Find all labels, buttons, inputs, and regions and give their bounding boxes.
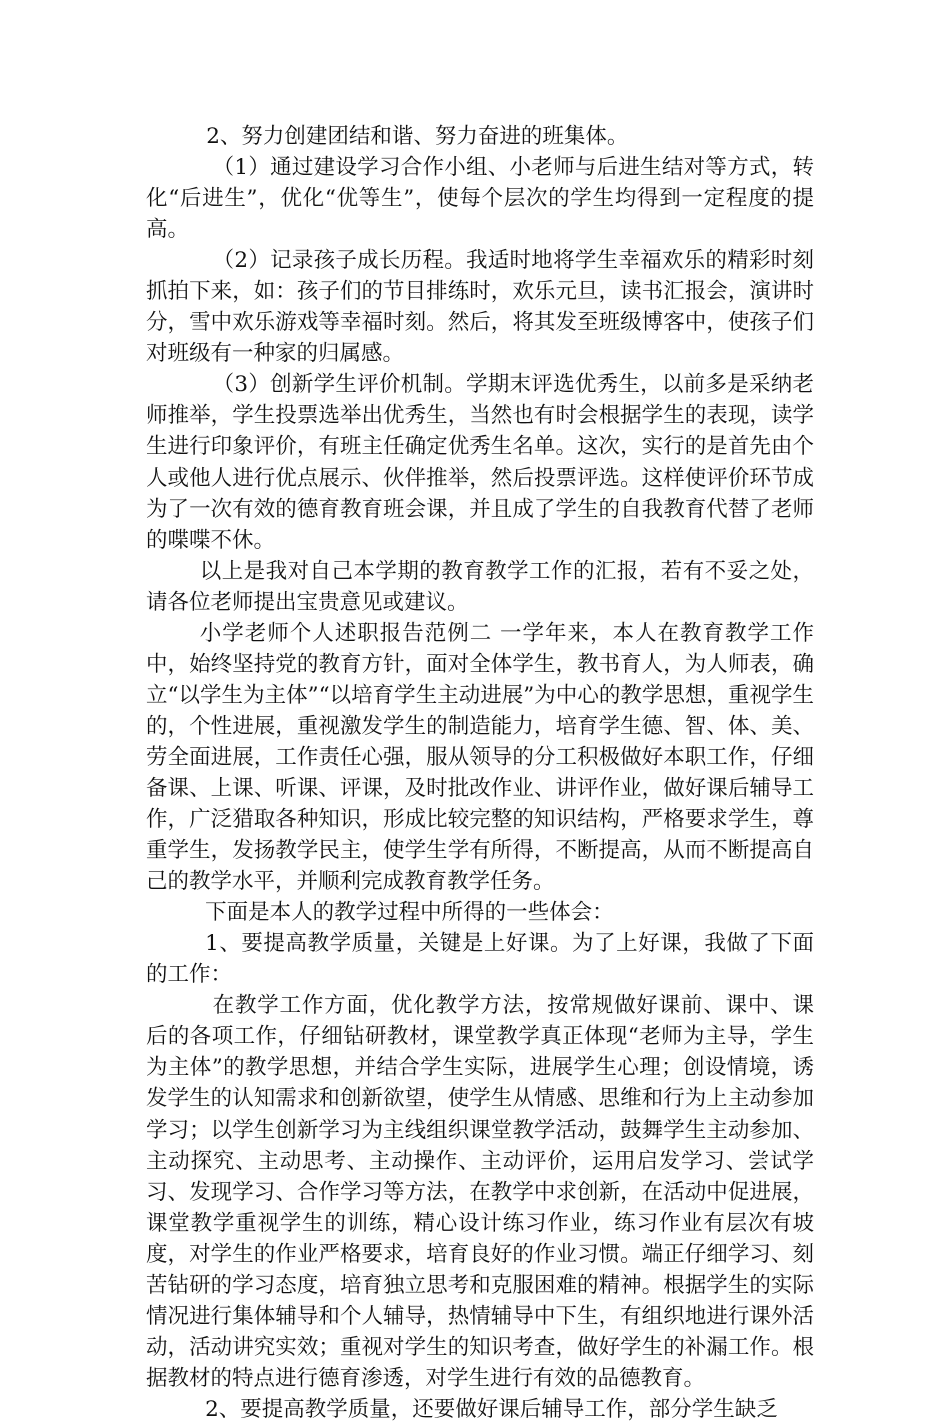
paragraph-point-2: 2、要提高教学质量，还要做好课后辅导工作，部分学生缺乏 — [205, 1396, 778, 1422]
paragraph-item-3: （3）创新学生评价机制。学期末评选优秀生，以前多是采纳老师推举，学生投票选举出优秀生，当然也有时会根据学生的表现，读学生进行印象评价，有班主任确定优秀生名单。这次，实行的是首先由个人或他人进行优点展示、伙伴推举，然后投票评选。这样使评价环节成为了一次有效的德育教育班会课，并且成了学生的自我教育代替了老师的喋喋不休。 — [146, 372, 814, 553]
paragraph-class-building: 2、努力创建团结和谐、努力奋进的班集体。 — [206, 124, 629, 149]
paragraph-teaching-work: 在教学工作方面，优化教学方法，按常规做好课前、课中、课后的各项工作，仔细钻研教材，课堂教学真正体现“老师为主导，学生为主体”的教学思想，并结合学生实际，进展学生心理；创设情境，诱发学生的认知需求和创新欲望，使学生从情感、思维和行为上主动参加学习；以学生创新学习为主线组织课堂教学活动，鼓舞学生主动参加、主动探究、主动思考、主动操作、主动评价，运用启发学习、尝试学习、发现学习、合作学习等方法，在教学中求创新，在活动中促进展，课堂教学重视学生的训练，精心设计练习作业，练习作业有层次有坡度，对学生的作业严格要求，培育良好的作业习惯。端正仔细学习、刻苦钻研的学习态度，培育独立思考和克服困难的精神。根据学生的实际情况进行集体辅导和个人辅导，热情辅导中下生，有组织地进行课外活动，活动讲究实效；重视对学生的知识考查，做好学生的补漏工作。根据教材的特点进行德育渗透，对学生进行有效的品德教育。 — [146, 993, 814, 1391]
paragraph-point-1: 1、要提高教学质量，关键是上好课。为了上好课，我做了下面的工作： — [146, 931, 814, 988]
paragraph-experience-intro: 下面是本人的教学过程中所得的一些体会： — [205, 900, 614, 926]
paragraph-summary: 以上是我对自己本学期的教育教学工作的汇报，若有不妥之处，请各位老师提出宝贵意见或建议。 — [146, 558, 814, 615]
document-body — [146, 121, 814, 1425]
paragraph-item-2: （2）记录孩子成长历程。我适时地将学生幸福欢乐的精彩时刻抓拍下来，如：孩子们的节目排练时，欢乐元旦，读书汇报会，演讲时分，雪中欢乐游戏等幸福时刻。然后，将其发至班级博客中，使孩子们对班级有一种家的归属感。 — [146, 248, 814, 367]
paragraph-item-1: （1）通过建设学习合作小组、小老师与后进生结对等方式，转化“后进生”，优化“优等生”，使每个层次的学生均得到一定程度的提高。 — [146, 155, 814, 243]
paragraph-report-two: 小学老师个人述职报告范例二 一学年来，本人在教育教学工作中，始终坚持党的教育方针，面对全体学生，教书育人，为人师表，确立“以学生为主体”“以培育学生主动进展”为中心的教学思想，重视学生的，个性进展，重视激发学生的制造能力，培育学生德、智、体、美、劳全面进展，工作责任心强，服从领导的分工积极做好本职工作，仔细备课、上课、听课、评课，及时批改作业、讲评作业，做好课后辅导工作，广泛猎取各种知识，形成比较完整的知识结构，严格要求学生，尊重学生，发扬教学民主，使学生学有所得，不断提高，从而不断提高自己的教学水平，并顺利完成教育教学任务。 — [146, 620, 814, 895]
